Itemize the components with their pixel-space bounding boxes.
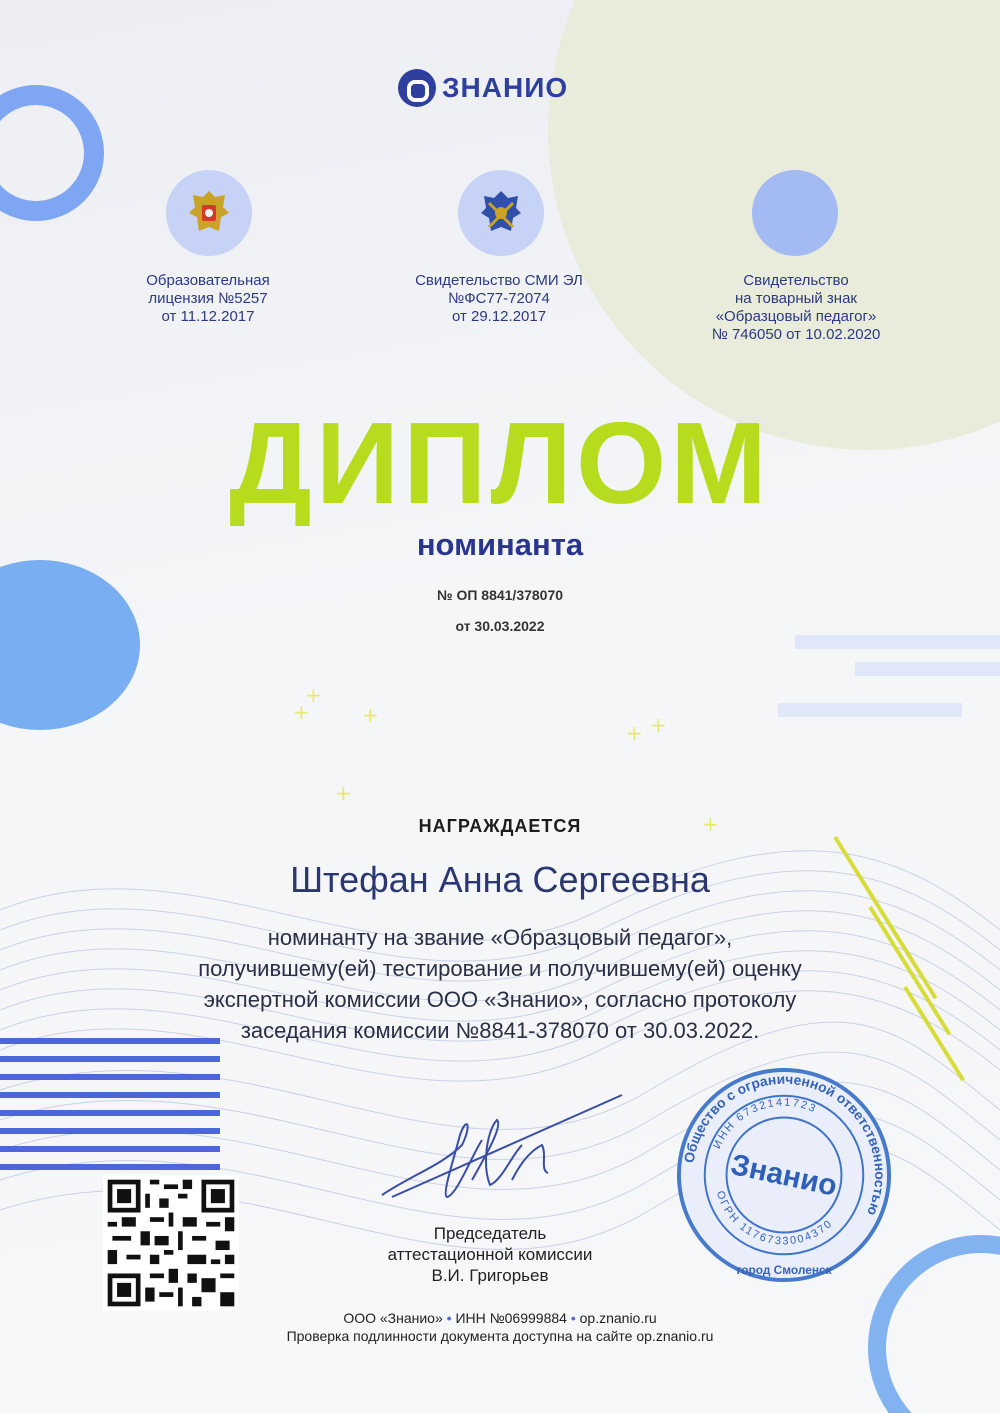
signatory-block: [340, 1223, 640, 1286]
sparkle-icon: +: [650, 713, 667, 737]
stamp-city-text: город Смоленск: [736, 1263, 832, 1278]
signatory-title: Председатель: [433, 1224, 547, 1243]
media-credential: [359, 272, 639, 326]
sparkle-icon: +: [702, 812, 719, 836]
decor-bar: [855, 662, 1000, 676]
license-credential: [68, 272, 348, 326]
decor-stripe: [0, 1074, 220, 1080]
sparkle-icon: +: [305, 683, 322, 707]
stamp-ogrn-text: ОГРН 1176733004370: [713, 1189, 836, 1248]
footer-verify: Проверка подлинности документа доступна на сайте op.znanio.ru: [286, 1328, 714, 1344]
diploma-subtitle: номинанта: [416, 527, 584, 562]
decor-bar: [795, 635, 1000, 649]
decor-stripe: [0, 1146, 220, 1152]
decor-ring: [0, 85, 104, 221]
decor-stripe: [0, 1056, 220, 1062]
credential-line: «Образцовый педагог»: [715, 308, 877, 325]
stamp-outer-text: Общество с ограниченной ответственностью: [680, 1070, 889, 1219]
description-line: номинанту на звание «Образцовый педагог»,: [267, 925, 733, 950]
footer-org: ООО «Знанио»: [343, 1310, 443, 1326]
decor-stripe: [0, 1110, 220, 1116]
footer-org-line: [0, 1310, 1000, 1326]
trademark-credential: [656, 272, 936, 344]
decor-stripe: [0, 1128, 220, 1134]
credential-line: Свидетельство: [743, 272, 849, 289]
decor-blue-circle-left: [0, 560, 140, 730]
description-line: получившему(ей) тестирование и получившему(ей) оценку: [198, 956, 802, 981]
credential-line: от 29.12.2017: [451, 308, 547, 325]
stamp-center-text: Знанио: [727, 1148, 840, 1203]
brand-logo: [398, 66, 568, 110]
award-description: [0, 922, 1000, 1046]
sparkle-icon: +: [362, 703, 379, 727]
document-number: № ОП 8841/378070: [436, 587, 564, 603]
footer-separator: •: [570, 1310, 576, 1326]
description-line: заседания комиссии №8841-378070 от 30.03.2022.: [240, 1018, 760, 1043]
qr-code: [103, 1175, 239, 1311]
description-line: экспертной комиссии ООО «Знанио», согласно протоколу: [203, 987, 797, 1012]
decor-stripe: [0, 1164, 220, 1170]
signatory-committee: аттестационной комиссии: [387, 1245, 593, 1264]
credential-line: Свидетельство СМИ ЭЛ: [415, 272, 583, 289]
company-stamp: [675, 1066, 893, 1284]
credential-line: от 11.12.2017: [161, 308, 255, 325]
decor-stripe: [0, 1092, 220, 1098]
decor-bar: [778, 703, 962, 717]
decor-blue-circle: [752, 170, 838, 256]
sparkle-icon: +: [335, 781, 352, 805]
credential-line: №ФС77-72074: [448, 290, 550, 307]
sparkle-icon: +: [626, 721, 643, 745]
signature: [372, 1085, 642, 1215]
footer-site: op.znanio.ru: [579, 1310, 657, 1326]
credential-line: № 746050 от 10.02.2020: [711, 326, 881, 343]
footer-separator: •: [446, 1310, 452, 1326]
footer-inn: ИНН №06999884: [455, 1310, 567, 1326]
diploma-title: ДИПЛОМ: [229, 398, 771, 528]
brand-logo-icon: [398, 69, 436, 107]
credential-line: на товарный знак: [735, 290, 857, 307]
credential-line: лицензия №5257: [148, 290, 268, 307]
media-registry-emblem-icon: [458, 170, 544, 256]
coat-of-arms-icon: [166, 170, 252, 256]
signatory-name: В.И. Григорьев: [431, 1266, 549, 1285]
brand-name: ЗНАНИО: [442, 72, 569, 103]
stamp-inn-text: ИНН 6732141723: [711, 1096, 819, 1151]
awarded-label: НАГРАЖДАЕТСЯ: [418, 816, 582, 836]
document-date: от 30.03.2022: [455, 618, 545, 634]
credential-line: Образовательная: [146, 272, 270, 289]
sparkle-icon: +: [293, 700, 310, 724]
recipient-name: Штефан Анна Сергеевна: [290, 859, 710, 900]
